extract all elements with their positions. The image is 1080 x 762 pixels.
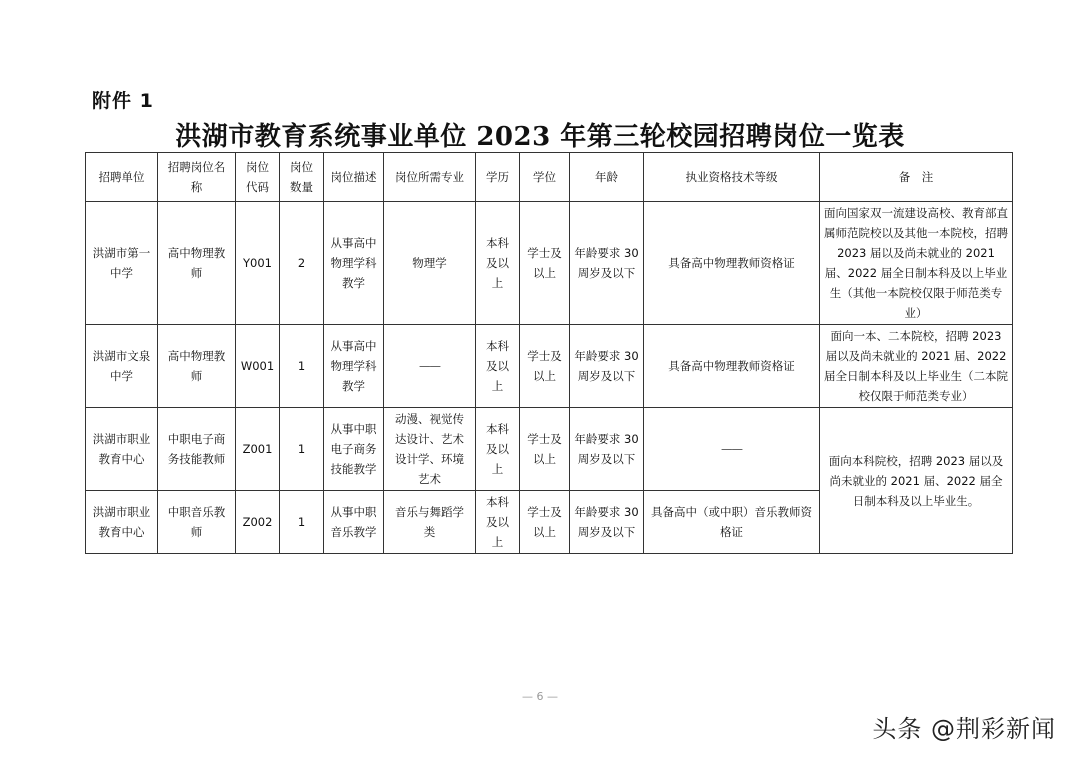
age-cell: 年龄要求 30 周岁及以下	[570, 325, 644, 408]
unit-cell: 洪湖市第一 中学	[86, 202, 158, 325]
age-cell: 年龄要求 30 周岁及以下	[570, 408, 644, 491]
major-cell: 音乐与舞蹈学 类	[384, 491, 476, 554]
age-cell: 年龄要求 30 周岁及以下	[570, 202, 644, 325]
education-cell: 本科 及以 上	[476, 491, 520, 554]
qualification-cell: 具备高中（或中职）音乐教师资格证	[644, 491, 820, 554]
degree-cell: 学士及 以上	[520, 325, 570, 408]
attachment-label: 附件 1	[92, 90, 154, 112]
education-cell: 本科 及以 上	[476, 325, 520, 408]
table-row	[86, 325, 1013, 408]
description-cell: 从事高中 物理学科 教学	[324, 202, 384, 325]
header-cell: 招聘单位	[86, 153, 158, 202]
header-cell: 学位	[520, 153, 570, 202]
header-cell: 岗位 代码	[236, 153, 280, 202]
recruitment-table	[85, 152, 1013, 554]
age-cell: 年龄要求 30 周岁及以下	[570, 491, 644, 554]
count-cell: 1	[280, 491, 324, 554]
education-cell: 本科 及以 上	[476, 202, 520, 325]
major-cell: 物理学	[384, 202, 476, 325]
table-row	[86, 408, 1013, 491]
degree-cell: 学士及 以上	[520, 408, 570, 491]
header-cell: 岗位 数量	[280, 153, 324, 202]
degree-cell: 学士及 以上	[520, 202, 570, 325]
degree-cell: 学士及 以上	[520, 491, 570, 554]
header-cell: 招聘岗位名 称	[158, 153, 236, 202]
count-cell: 1	[280, 325, 324, 408]
major-cell: ——	[384, 325, 476, 408]
header-cell: 岗位所需专业	[384, 153, 476, 202]
unit-cell: 洪湖市职业 教育中心	[86, 408, 158, 491]
major-cell: 动漫、视觉传 达设计、艺术 设计学、环境 艺术	[384, 408, 476, 491]
watermark: 头条 @荆彩新闻	[872, 715, 1056, 743]
qualification-cell: 具备高中物理教师资格证	[644, 202, 820, 325]
header-cell: 备 注	[820, 153, 1013, 202]
position-cell: 高中物理教 师	[158, 325, 236, 408]
unit-cell: 洪湖市文泉 中学	[86, 325, 158, 408]
code-cell: Y001	[236, 202, 280, 325]
description-cell: 从事中职 音乐教学	[324, 491, 384, 554]
header-cell: 岗位描述	[324, 153, 384, 202]
remark-cell: 面向一本、二本院校，招聘 2023 届以及尚未就业的 2021 届、2022 届全日制本科及以上毕业生（二本院校仅限于师范类专业）	[820, 325, 1013, 408]
count-cell: 1	[280, 408, 324, 491]
header-cell: 年龄	[570, 153, 644, 202]
education-cell: 本科 及以 上	[476, 408, 520, 491]
unit-cell: 洪湖市职业 教育中心	[86, 491, 158, 554]
qualification-cell: ——	[644, 408, 820, 491]
table-header-row	[86, 153, 1013, 202]
page-number: — 6 —	[522, 690, 558, 703]
remark-cell: 面向本科院校，招聘 2023 届以及尚未就业的 2021 届、2022 届全日制本科及以上毕业生。	[820, 408, 1013, 554]
position-cell: 中职电子商 务技能教师	[158, 408, 236, 491]
remark-cell: 面向国家双一流建设高校、教育部直属师范院校以及其他一本院校，招聘 2023 届以及尚未就业的 2021 届、2022 届全日制本科及以上毕业生（其他一本院校仅限于师范类专业）	[820, 202, 1013, 325]
header-cell: 执业资格技术等级	[644, 153, 820, 202]
description-cell: 从事中职 电子商务 技能教学	[324, 408, 384, 491]
document-title: 洪湖市教育系统事业单位 2023 年第三轮校园招聘岗位一览表	[175, 122, 905, 152]
code-cell: Z001	[236, 408, 280, 491]
code-cell: Z002	[236, 491, 280, 554]
code-cell: W001	[236, 325, 280, 408]
description-cell: 从事高中 物理学科 教学	[324, 325, 384, 408]
qualification-cell: 具备高中物理教师资格证	[644, 325, 820, 408]
header-cell: 学历	[476, 153, 520, 202]
position-cell: 中职音乐教 师	[158, 491, 236, 554]
position-cell: 高中物理教 师	[158, 202, 236, 325]
table-row	[86, 202, 1013, 325]
count-cell: 2	[280, 202, 324, 325]
